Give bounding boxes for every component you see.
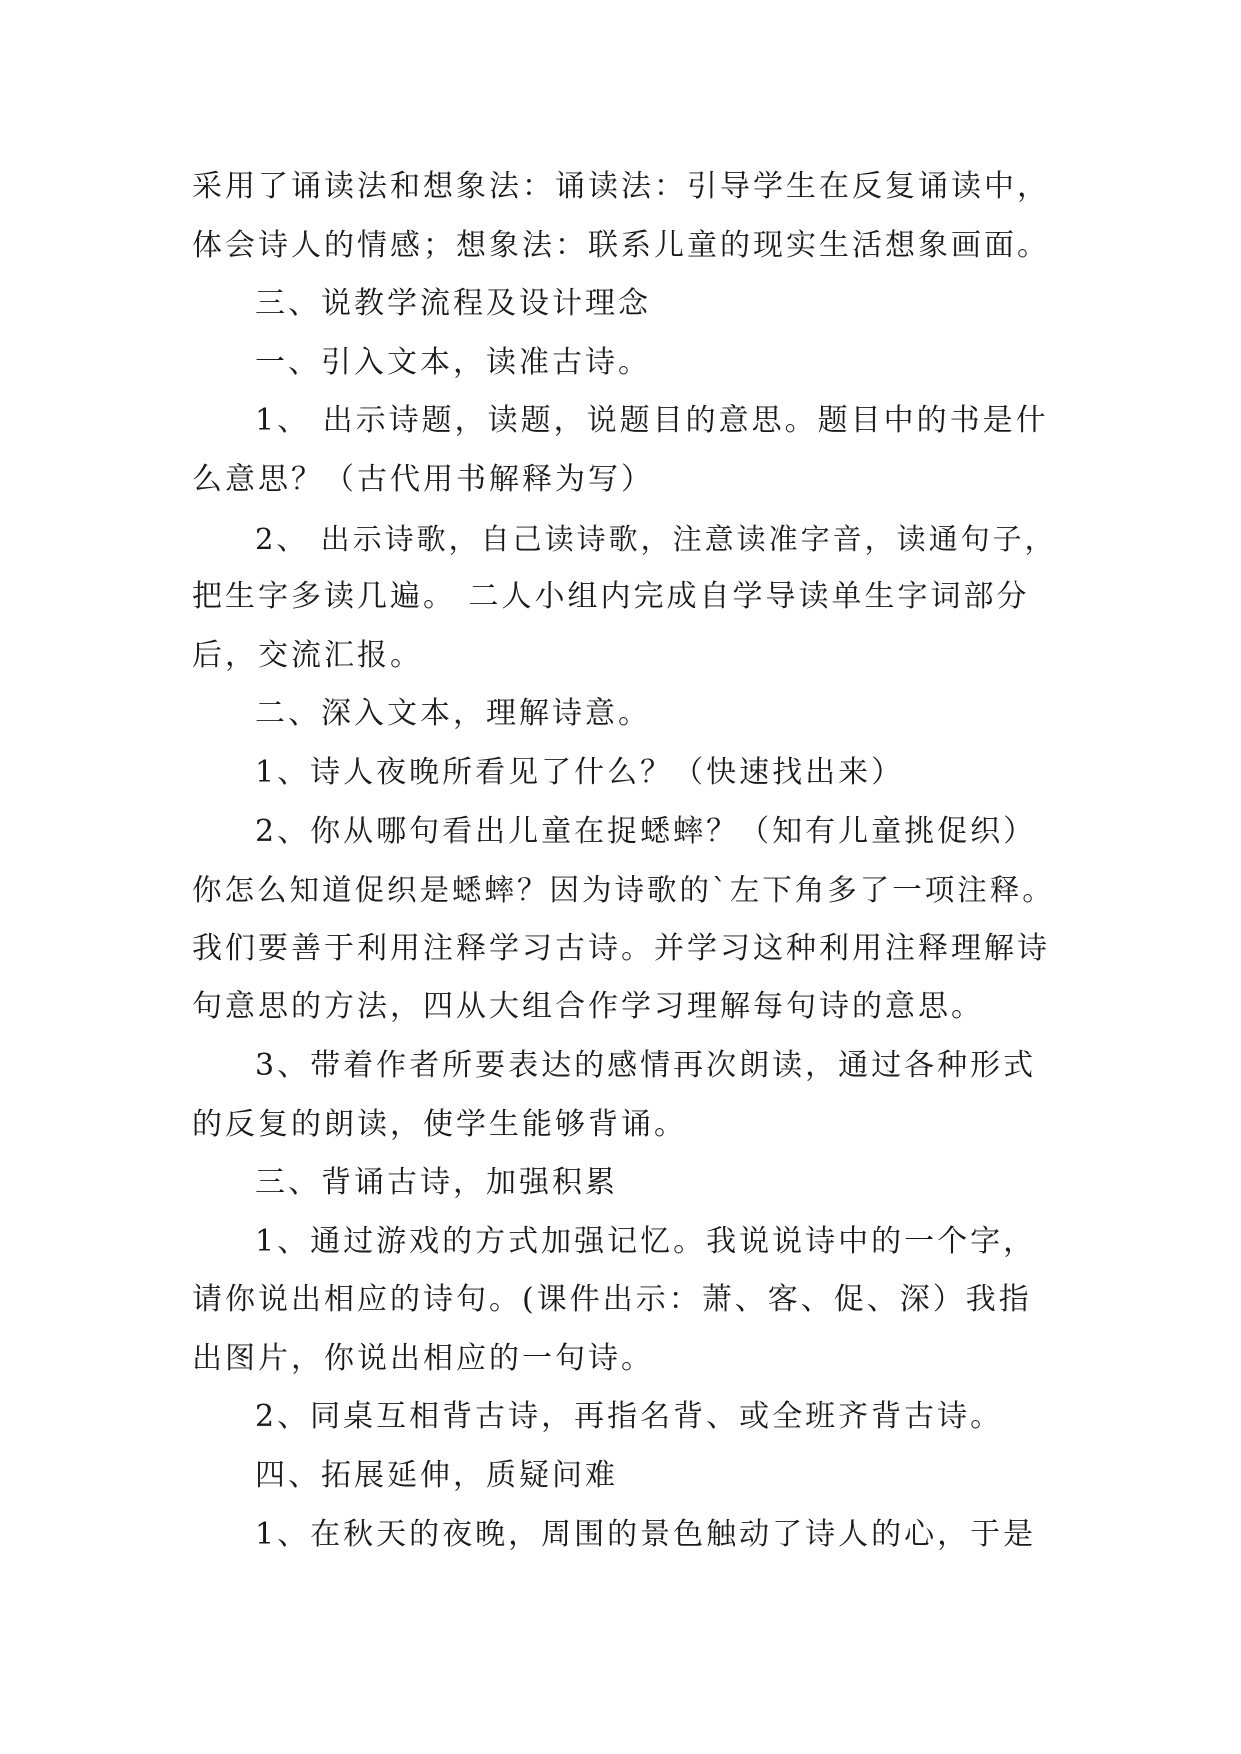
text-line: 2、你从哪句看出儿童在捉蟋蟀？（知有儿童挑促织） xyxy=(255,813,1037,849)
section-heading: 三、说教学流程及设计理念 xyxy=(255,286,651,322)
text-line: 1、在秋天的夜晚，周围的景色触动了诗人的心，于是 xyxy=(255,1516,1037,1552)
text-line: 3、带着作者所要表达的感情再次朗读，通过各种形式 xyxy=(255,1047,1037,1083)
text-line: 采用了诵读法和想象法：诵读法：引导学生在反复诵读中， xyxy=(192,169,1050,204)
document-body xyxy=(192,158,1062,1564)
text-line: 把生字多读几遍。 二人小组内完成自学导读单生字词部分 xyxy=(192,579,1030,615)
section-heading: 三、背诵古诗，加强积累 xyxy=(255,1165,618,1201)
section-heading: 一、引入文本，读准古诗。 xyxy=(255,344,651,380)
section-heading: 四、拓展延伸，质疑问难 xyxy=(255,1458,618,1494)
text-line: 2、同桌互相背古诗，再指名背、或全班齐背古诗。 xyxy=(255,1399,1004,1435)
text-line: 请你说出相应的诗句。(课件出示：萧、客、促、深）我指 xyxy=(192,1282,1032,1318)
text-line: 么意思？（古代用书解释为写） xyxy=(192,461,654,497)
text-line: 1、通过游戏的方式加强记忆。我说说诗中的一个字， xyxy=(255,1223,1037,1259)
text-line: 的反复的朗读，使学生能够背诵。 xyxy=(192,1106,687,1142)
text-line: 后，交流汇报。 xyxy=(192,637,423,673)
text-line: 1、 出示诗题，读题，说题目的意思。题目中的书是什 xyxy=(255,403,1049,439)
section-heading: 二、深入文本，理解诗意。 xyxy=(255,696,651,732)
text-line: 你怎么知道促织是蟋蟀？因为诗歌的`左下角多了一项注释。 xyxy=(192,873,1055,908)
text-line: 出图片，你说出相应的一句诗。 xyxy=(192,1340,654,1376)
text-line: 句意思的方法，四从大组合作学习理解每句诗的意思。 xyxy=(192,989,984,1025)
text-line: 我们要善于利用注释学习古诗。并学习这种利用注释理解诗 xyxy=(192,930,1050,966)
text-line: 2、 出示诗歌，自己读诗歌，注意读准字音，读通句子， xyxy=(255,521,1057,556)
text-line: 1、诗人夜晚所看见了什么？（快速找出来） xyxy=(255,754,905,790)
text-line: 体会诗人的情感；想象法：联系儿童的现实生活想象画面。 xyxy=(192,227,1050,263)
